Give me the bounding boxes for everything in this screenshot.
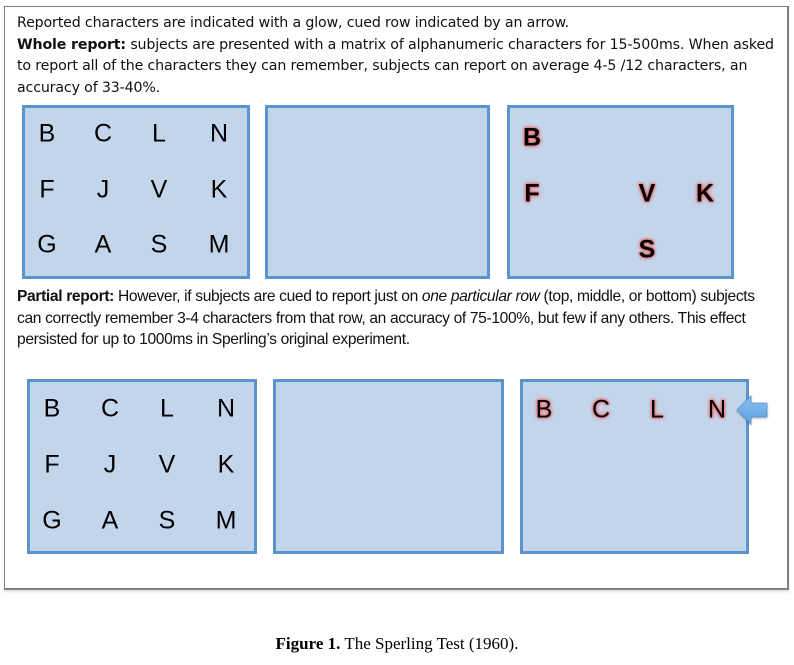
letter: N: [209, 119, 229, 148]
whole-report-blank-box: [265, 105, 490, 279]
letter: S: [150, 230, 168, 259]
partial-report-label: Partial report:: [17, 288, 115, 305]
letter: J: [96, 175, 110, 204]
partial-report-stimulus-box: [27, 379, 257, 554]
letter: K: [210, 175, 228, 204]
letter: A: [94, 230, 112, 259]
letter: M: [215, 506, 237, 535]
letter: K: [217, 450, 235, 479]
recalled-letter: S: [638, 235, 656, 264]
whole-report-text: [17, 35, 777, 100]
letter: L: [152, 119, 166, 148]
partial-report-text-before: However, if subjects are cued to report just on: [114, 288, 422, 305]
letter: A: [101, 506, 119, 535]
recalled-letter: C: [591, 395, 611, 424]
recalled-letter: V: [638, 179, 656, 208]
letter: G: [42, 506, 62, 535]
partial-report-emphasis: one particular row: [421, 288, 540, 305]
recalled-letter: N: [707, 395, 727, 424]
whole-report-stimulus-box: [22, 105, 250, 279]
letter: S: [158, 506, 176, 535]
whole-report-recall-box: [507, 105, 734, 279]
letter: B: [38, 119, 56, 148]
whole-report-label: Whole report:: [17, 36, 126, 53]
intro-line: Reported characters are indicated with a glow, cued row indicated by an arrow.: [17, 15, 570, 31]
recalled-letter: L: [650, 395, 664, 424]
letter: N: [216, 394, 236, 423]
caption-text: The Sperling Test (1960).: [340, 634, 519, 653]
letter: J: [103, 450, 117, 479]
letter: B: [43, 394, 61, 423]
whole-report-body: subjects are presented with a matrix of alphanumeric characters for 15-500ms. When asked to report all of the characters they can remember, subjects can report on average 4-5 /12 characters, an accuracy of 33-40%.: [17, 36, 774, 96]
partial-report-blank-box: [273, 379, 504, 554]
recalled-letter: B: [522, 123, 542, 152]
letter: C: [100, 394, 120, 423]
recalled-letter: B: [535, 395, 553, 424]
letter: M: [208, 230, 230, 259]
letter: F: [44, 450, 60, 479]
figure-caption: [0, 634, 794, 654]
letter: C: [93, 119, 113, 148]
partial-report-recall-box: [520, 379, 749, 554]
partial-report-paragraph: [17, 286, 777, 351]
letter: V: [158, 450, 176, 479]
letter: G: [37, 230, 57, 259]
letter: L: [160, 394, 174, 423]
recalled-letter: K: [695, 179, 715, 208]
letter: V: [150, 175, 168, 204]
letter: F: [39, 175, 55, 204]
caption-label: Figure 1.: [275, 634, 341, 653]
cue-arrow-icon: [736, 393, 770, 429]
partial-report-text-after: (top, middle, or bottom) subjects can correctly remember 3-4 characters from that row, an accuracy of 75-100%, but few if any others. This effect persisted for up to 1000ms in Sperling’s original experiment.: [17, 288, 755, 348]
recalled-letter: F: [524, 179, 540, 208]
whole-report-paragraph: [17, 13, 777, 99]
